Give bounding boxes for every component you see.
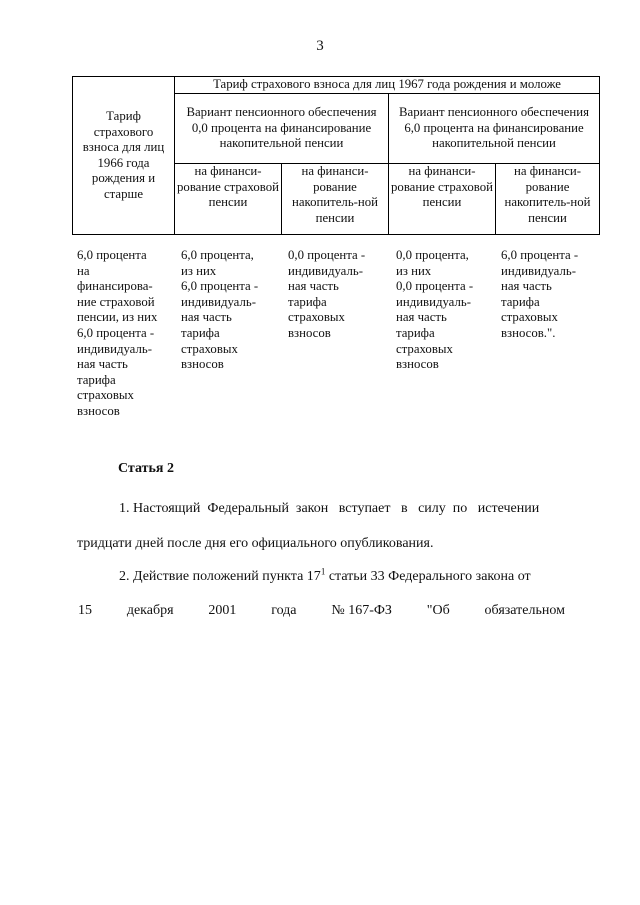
paragraph-1-line-1: 1. Настоящий Федеральный закон вступает в силу по истечении — [119, 501, 540, 516]
superscript-index: 1 — [320, 566, 326, 577]
tariff-table — [72, 76, 600, 235]
data-cell-variant-0-insurance: 6,0 процента, из них 6,0 процента - индивидуаль- ная часть тарифа страховых взносов — [181, 248, 259, 372]
paragraph-1-line-2: тридцати дней после дня его официального опубликования. — [77, 536, 434, 551]
header-variant-0-percent: Вариант пенсионного обеспечения 0,0 процента на финансирование накопительной пенсии — [175, 94, 389, 164]
article-heading: Статья 2 — [118, 461, 174, 476]
data-cell-variant-6-insurance: 0,0 процента, из них 0,0 процента - индивидуаль- ная часть тарифа страховых взносов — [396, 248, 474, 372]
data-cell-born-1966: 6,0 процента на финансирова- ние страховой пенсии, из них 6,0 процента - индивидуаль- ная часть тарифа страховых взносов — [77, 248, 158, 418]
page-number: 3 — [316, 38, 324, 54]
subheader-insurance-pension: на финанси-рование страховой пенсии — [389, 164, 496, 235]
header-variant-6-percent: Вариант пенсионного обеспечения 6,0 процента на финансирование накопительной пенсии — [389, 94, 600, 164]
subheader-funded-pension: на финанси-рование накопитель-ной пенсии — [496, 164, 600, 235]
subheader-funded-pension: на финанси-рование накопитель-ной пенсии — [282, 164, 389, 235]
data-cell-variant-0-funded: 0,0 процента - индивидуаль- ная часть тарифа страховых взносов — [288, 248, 366, 340]
header-born-1966-and-older: Тариф страхового взноса для лиц 1966 года рождения и старше — [73, 77, 175, 235]
data-cell-variant-6-funded: 6,0 процента - индивидуаль- ная часть тарифа страховых взносов.". — [501, 248, 579, 340]
paragraph-2-line-2: 15 декабря 2001 года № 167-ФЗ "Об обязательном — [78, 603, 565, 618]
paragraph-2-line-1: 2. Действие положений пункта $17^1$ статьи 33 Федерального закона от — [119, 566, 531, 584]
header-born-1967-and-younger: Тариф страхового взноса для лиц 1967 года рождения и моложе — [175, 77, 600, 94]
subheader-insurance-pension: на финанси-рование страховой пенсии — [175, 164, 282, 235]
